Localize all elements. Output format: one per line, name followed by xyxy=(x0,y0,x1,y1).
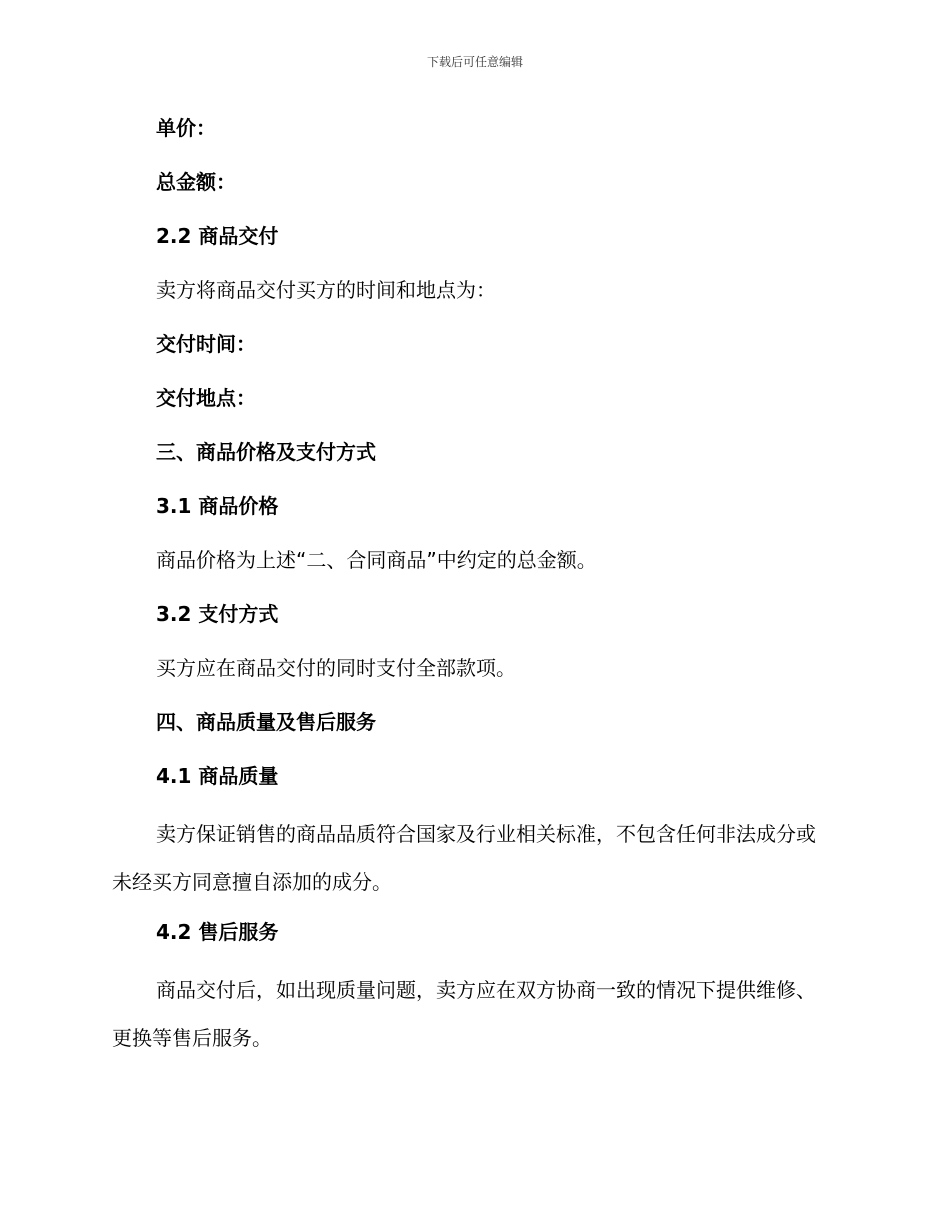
total-amount-label: 总金额： xyxy=(156,170,236,194)
section-3-1-heading: 3.1 商品价格 xyxy=(156,494,279,518)
section-3-1-text: 商品价格为上述“二、合同商品”中约定的总金额。 xyxy=(156,548,597,572)
section-2-2-heading: 2.2 商品交付 xyxy=(156,224,279,248)
section-4-heading: 四、商品质量及售后服务 xyxy=(156,710,376,734)
section-2-2-text: 卖方将商品交付买方的时间和地点为： xyxy=(156,278,496,302)
section-3-2-heading: 3.2 支付方式 xyxy=(156,602,279,626)
unit-price-label: 单价： xyxy=(156,116,216,140)
delivery-time-label: 交付时间： xyxy=(156,332,256,356)
section-3-heading: 三、商品价格及支付方式 xyxy=(156,440,376,464)
section-3-2-text: 买方应在商品交付的同时支付全部款项。 xyxy=(156,656,516,680)
section-4-2-text: 商品交付后，如出现质量问题，卖方应在双方协商一致的情况下提供维修、更换等售后服务。 xyxy=(112,978,816,1050)
section-4-2-heading: 4.2 售后服务 xyxy=(156,920,279,944)
section-4-1-text: 卖方保证销售的商品品质符合国家及行业相关标准，不包含任何非法成分或未经买方同意擅自添加的成分。 xyxy=(112,822,816,894)
delivery-place-label: 交付地点： xyxy=(156,386,256,410)
page-header: 下载后可任意编辑 xyxy=(426,55,523,69)
section-4-1-heading: 4.1 商品质量 xyxy=(156,764,279,788)
